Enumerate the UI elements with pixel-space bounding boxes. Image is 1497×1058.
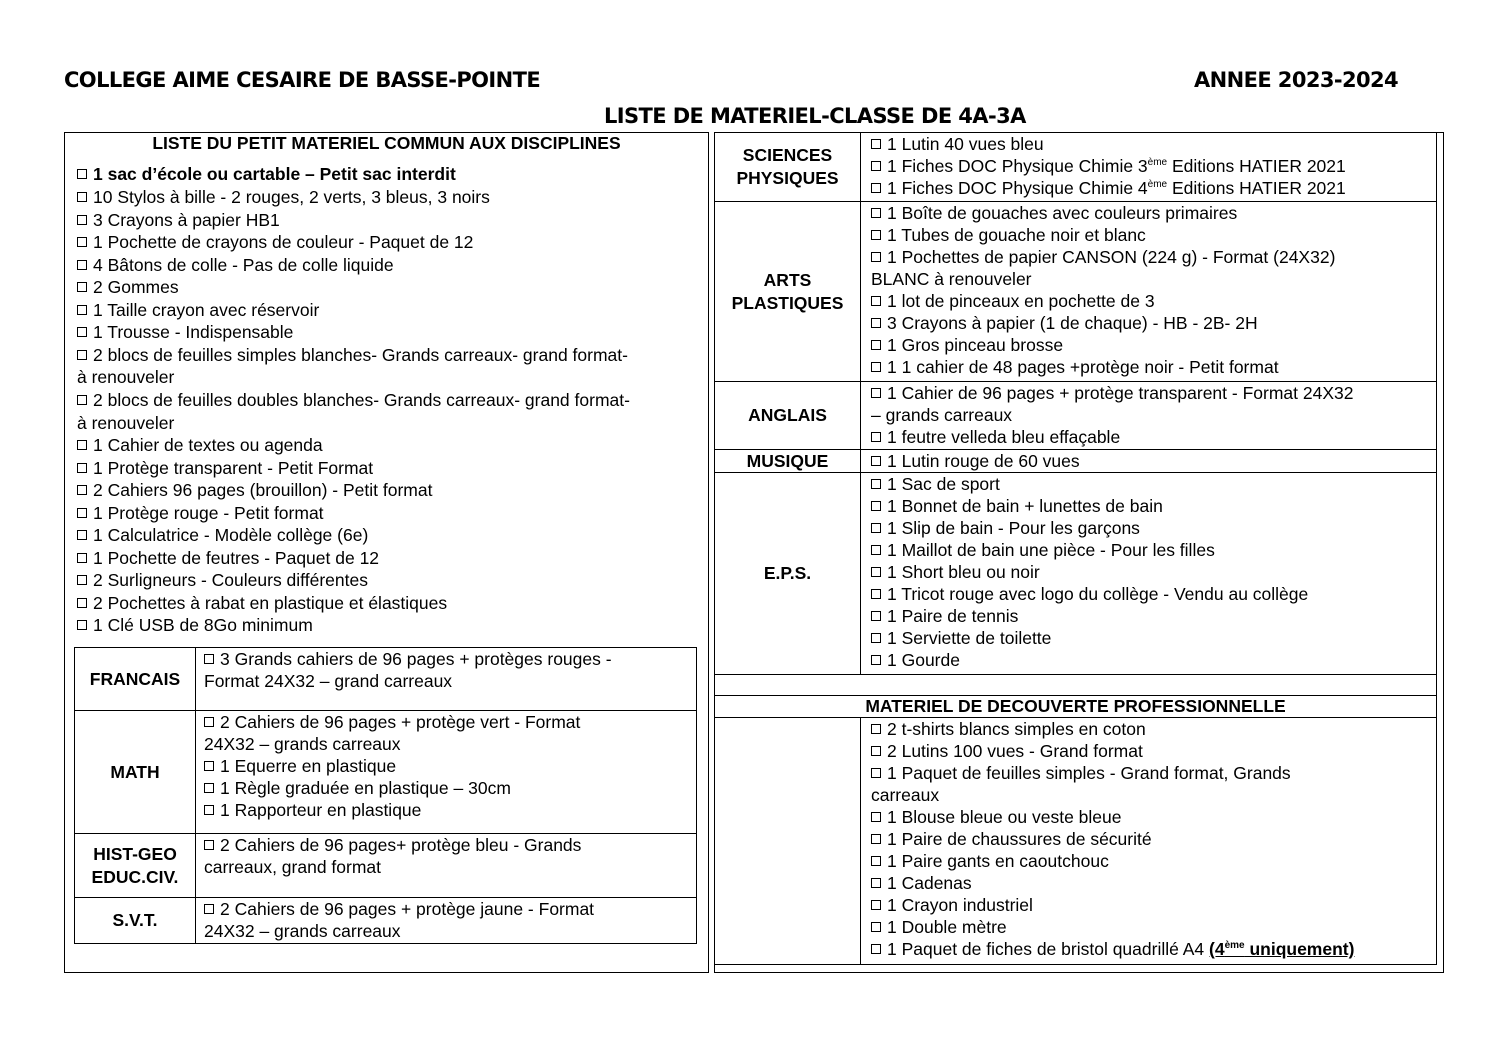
item-line: 3 Crayons à papier (1 de chaque) - HB - 2B- 2H: [871, 312, 1436, 334]
item-line: 1 feutre velleda bleu effaçable: [871, 426, 1436, 448]
subject-items-musique: [861, 450, 1437, 473]
subject-items: [196, 648, 697, 711]
spacer-row: [715, 675, 1437, 696]
item-line: 1 lot de pinceaux en pochette de 3: [871, 290, 1436, 312]
checkbox-icon: [204, 904, 214, 914]
checkbox-icon: [871, 456, 881, 466]
subject-items-anglais: [861, 382, 1437, 450]
subject-items: [196, 834, 697, 898]
subject-label-eps: E.P.S.: [763, 563, 812, 583]
checkbox-icon: [871, 724, 881, 734]
item-line: 1 Lutin rouge de 60 vues: [871, 450, 1436, 472]
item-line: 1 Tricot rouge avec logo du collège - Vendu au collège: [871, 583, 1436, 605]
item-line: 1 1 cahier de 48 pages +protège noir - Petit format: [871, 356, 1436, 378]
checkbox-icon: [871, 183, 881, 193]
checkbox-icon: [871, 922, 881, 932]
checkbox-icon: [77, 395, 87, 405]
item-line: 1 Paire de tennis: [871, 605, 1436, 627]
item-line: carreaux, grand format: [204, 857, 382, 877]
checkbox-icon: [871, 768, 881, 778]
item-line: 1 Clé USB de 8Go minimum: [77, 614, 313, 636]
item-line: 1 Fiches DOC Physique Chimie 3ème Editions HATIER 2021: [871, 155, 1436, 177]
subject-label-cell: [75, 898, 196, 944]
item-line: 1 Fiches DOC Physique Chimie 4ème Editions HATIER 2021: [871, 177, 1436, 199]
subject-items-pro: [861, 718, 1437, 965]
subject-label-arts: ARTS PLASTIQUES: [731, 269, 844, 313]
subject-items: [196, 711, 697, 834]
checkbox-icon: [871, 944, 881, 954]
item-line: 1 Blouse bleue ou veste bleue: [871, 806, 1436, 828]
checkbox-icon: [871, 388, 881, 398]
item-line: 3 Grands cahiers de 96 pages + protèges rouges -: [204, 648, 696, 670]
item-line: 1 Paquet de feuilles simples - Grand format, Grands: [871, 762, 1436, 784]
item-line: 1 Lutin 40 vues bleu: [871, 133, 1436, 155]
item-line: à renouveler: [77, 367, 175, 388]
subject-label-anglais: ANGLAIS: [748, 405, 827, 425]
item-line: 1 Pochette de feutres - Paquet de 12: [77, 547, 379, 569]
item-line: 1 Paire gants en caoutchouc: [871, 850, 1436, 872]
item-line: 2 Cahiers de 96 pages + protège vert - Format: [204, 711, 696, 733]
subject-label-cell: [715, 473, 861, 675]
checkbox-icon: [77, 169, 87, 179]
subject-label-cell: [715, 450, 861, 473]
item-line: carreaux: [871, 785, 940, 805]
checkbox-icon: [871, 318, 881, 328]
checkbox-icon: [871, 501, 881, 511]
item-line: à renouveler: [77, 412, 175, 433]
item-line: 1 Taille crayon avec réservoir: [77, 299, 319, 321]
item-line: 1 Tubes de gouache noir et blanc: [871, 224, 1436, 246]
item-line: 24X32 – grands carreaux: [204, 921, 401, 941]
subject-label-physique: SCIENCES PHYSIQUES: [736, 145, 839, 188]
checkbox-icon: [871, 161, 881, 171]
checkbox-icon: [871, 340, 881, 350]
item-line: 1 Slip de bain - Pour les garçons: [871, 517, 1436, 539]
item-line: 2 blocs de feuilles doubles blanches- Grands carreaux- grand format-: [77, 389, 630, 411]
item-line: 1 Boîte de gouaches avec couleurs primaires: [871, 202, 1436, 224]
checkbox-icon: [871, 252, 881, 262]
item-line: 1 Double mètre: [871, 916, 1436, 938]
checkbox-icon: [204, 840, 214, 850]
item-line: 2 Cahiers de 96 pages + protège jaune - Format: [204, 898, 696, 920]
checkbox-icon: [871, 523, 881, 533]
checkbox-icon: [77, 282, 87, 292]
checkbox-icon: [871, 834, 881, 844]
subject-label-musique: MUSIQUE: [746, 451, 829, 471]
subject-label: MATH: [110, 761, 160, 782]
item-line: 1 Equerre en plastique: [204, 755, 696, 777]
subject-label-cell: [715, 133, 861, 202]
checkbox-icon: [871, 589, 881, 599]
subject-items-arts: [861, 202, 1437, 382]
item-line: 1 Cadenas: [871, 872, 1436, 894]
subject-label: HIST-GEO EDUC.CIV.: [91, 843, 179, 887]
checkbox-icon: [871, 611, 881, 621]
checkbox-icon: [871, 812, 881, 822]
checkbox-icon: [77, 350, 87, 360]
subject-label-cell: [75, 711, 196, 834]
subject-items-physique: [861, 133, 1437, 202]
item-line: 1 Maillot de bain une pièce - Pour les filles: [871, 539, 1436, 561]
subject-label-cell: [715, 202, 861, 382]
checkbox-icon: [77, 530, 87, 540]
item-line: 4 Bâtons de colle - Pas de colle liquide: [77, 254, 394, 276]
checkbox-icon: [871, 208, 881, 218]
item-line: BLANC à renouveler: [871, 269, 1032, 289]
checkbox-icon: [77, 327, 87, 337]
item-line: 2 Lutins 100 vues - Grand format: [871, 740, 1436, 762]
item-line: 1 Rapporteur en plastique: [204, 799, 696, 821]
checkbox-icon: [77, 598, 87, 608]
subject-items: [196, 898, 697, 944]
item-line: 1 Pochettes de papier CANSON (224 g) - Format (24X32): [871, 246, 1436, 268]
checkbox-icon: [871, 878, 881, 888]
school-name: COLLEGE AIME CESAIRE DE BASSE-POINTE: [64, 68, 541, 92]
item-line: 3 Crayons à papier HB1: [77, 209, 280, 231]
checkbox-icon: [77, 575, 87, 585]
item-line: – grands carreaux: [871, 405, 1013, 425]
item-line: 2 Surligneurs - Couleurs différentes: [77, 569, 368, 591]
checkbox-icon: [871, 432, 881, 442]
item-line: 1 Paire de chaussures de sécurité: [871, 828, 1436, 850]
checkbox-icon: [204, 761, 214, 771]
checkbox-icon: [871, 362, 881, 372]
checkbox-icon: [871, 479, 881, 489]
item-line: 2 blocs de feuilles simples blanches- Grands carreaux- grand format-: [77, 344, 628, 366]
item-line: 2 Gommes: [77, 276, 179, 298]
item-line: 1 Short bleu ou noir: [871, 561, 1436, 583]
item-line: 1 Gros pinceau brosse: [871, 334, 1436, 356]
item-line: 2 t-shirts blancs simples en coton: [871, 718, 1436, 740]
checkbox-icon: [871, 567, 881, 577]
checkbox-icon: [871, 746, 881, 756]
right-subjects-table: [714, 132, 1437, 965]
item-line: 1 Protège transparent - Petit Format: [77, 457, 373, 479]
checkbox-icon: [871, 633, 881, 643]
checkbox-icon: [77, 237, 87, 247]
item-line: 1 Pochette de crayons de couleur - Paquet de 12: [77, 231, 473, 253]
item-line: 2 Cahiers de 96 pages+ protège bleu - Grands: [204, 834, 696, 856]
pro-label-cell: [715, 718, 861, 965]
item-line: 1 Bonnet de bain + lunettes de bain: [871, 495, 1436, 517]
subject-label-cell: [715, 382, 861, 450]
item-line: 1 Cahier de 96 pages + protège transparent - Format 24X32: [871, 382, 1436, 404]
checkbox-icon: [77, 620, 87, 630]
item-line: 1 Paquet de fiches de bristol quadrillé A4 (4ème uniquement): [871, 938, 1436, 960]
checkbox-icon: [204, 783, 214, 793]
left-subjects-table: [74, 647, 697, 944]
checkbox-icon: [871, 545, 881, 555]
common-list-title: LISTE DU PETIT MATERIEL COMMUN AUX DISCIPLINES: [152, 133, 621, 153]
checkbox-icon: [77, 553, 87, 563]
subject-label: FRANCAIS: [89, 668, 181, 689]
subject-label-cell: [75, 648, 196, 711]
checkbox-icon: [871, 900, 881, 910]
checkbox-icon: [204, 717, 214, 727]
checkbox-icon: [77, 508, 87, 518]
subject-items-eps: [861, 473, 1437, 675]
item-line: 2 Cahiers 96 pages (brouillon) - Petit format: [77, 479, 432, 501]
item-line: 1 Trousse - Indispensable: [77, 321, 293, 343]
pro-list: [871, 718, 1436, 938]
checkbox-icon: [77, 305, 87, 315]
subject-label-cell: [75, 834, 196, 898]
item-line: 1 Gourde: [871, 649, 1436, 671]
checkbox-icon: [871, 856, 881, 866]
item-line: 2 Pochettes à rabat en plastique et élastiques: [77, 592, 447, 614]
checkbox-icon: [871, 139, 881, 149]
checkbox-icon: [871, 230, 881, 240]
checkbox-icon: [77, 192, 87, 202]
common-item: 1 sac d’école ou cartable – Petit sac interdit: [77, 163, 456, 185]
pro-title-cell: [715, 696, 1437, 718]
subject-label: S.V.T.: [112, 910, 158, 930]
item-line: 1 Protège rouge - Petit format: [77, 502, 324, 524]
document-title: LISTE DE MATERIEL-CLASSE DE 4A-3A: [604, 104, 1026, 128]
item-line: 1 Cahier de textes ou agenda: [77, 434, 323, 456]
item-line: 1 Serviette de toilette: [871, 627, 1436, 649]
checkbox-icon: [77, 440, 87, 450]
checkbox-icon: [77, 463, 87, 473]
item-line: 1 Sac de sport: [871, 473, 1436, 495]
checkbox-icon: [871, 655, 881, 665]
checkbox-icon: [204, 805, 214, 815]
checkbox-icon: [77, 260, 87, 270]
item-line: 10 Stylos à bille - 2 rouges, 2 verts, 3 bleus, 3 noirs: [77, 186, 490, 208]
pro-section-title: MATERIEL DE DECOUVERTE PROFESSIONNELLE: [865, 696, 1286, 716]
checkbox-icon: [77, 215, 87, 225]
item-line: 1 Crayon industriel: [871, 894, 1436, 916]
item-line: 1 Calculatrice - Modèle collège (6e): [77, 524, 368, 546]
item-line: 1 Règle graduée en plastique – 30cm: [204, 777, 696, 799]
school-year: ANNEE 2023-2024: [1194, 68, 1399, 92]
checkbox-icon: [204, 654, 214, 664]
item-line: Format 24X32 – grand carreaux: [204, 671, 453, 691]
checkbox-icon: [77, 485, 87, 495]
checkbox-icon: [871, 296, 881, 306]
item-line: 24X32 – grands carreaux: [204, 734, 401, 754]
